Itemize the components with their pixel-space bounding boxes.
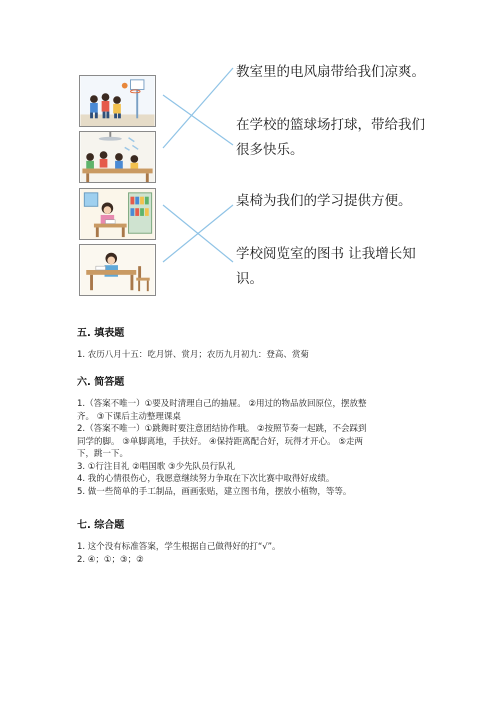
section-6-line-8: 5. 做一些简单的手工制品，画画张贴，建立图书角，摆放小植物，等等。 (77, 486, 352, 497)
statement-2-line-2: 很多快乐。 (236, 142, 304, 158)
section-7-line-2: 2. ④；①；③；② (77, 554, 144, 565)
section-7-answers (77, 541, 281, 566)
statement-2 (236, 113, 425, 163)
statement-3-line-1: 桌椅为我们的学习提供方便。 (236, 193, 412, 209)
section-6-line-6: 3. ①行注目礼 ②唱国歌 ③少先队员行队礼 (77, 461, 236, 472)
statement-4 (236, 242, 416, 292)
section-7-heading: 七. 综合题 (77, 520, 125, 531)
statement-4-line-1: 学校阅览室的图书 让我增长知 (236, 246, 416, 262)
classroom-fan-picture (79, 131, 156, 183)
section-5-answers (77, 349, 309, 362)
statement-2-line-1: 在学校的篮球场打球，带给我们 (236, 117, 425, 133)
match-line-2 (163, 68, 233, 148)
section-6-heading: 六. 简答题 (77, 377, 125, 388)
statement-4-line-2: 识。 (236, 271, 263, 287)
section-6-line-4: 同学的脚。 ③单脚离地，手扶好。 ④保持距离配合好，玩得才开心。 ⑤走两 (77, 436, 363, 447)
desk-chair-picture (79, 244, 156, 296)
basketball-picture (79, 75, 156, 127)
section-6-line-7: 4. 我的心情很伤心，我愿意继续努力争取在下次比赛中取得好成绩。 (77, 474, 335, 484)
statement-3 (236, 189, 412, 214)
section-6-line-3: 2.（答案不唯一）①跳舞时要注意团结协作哦。 ②按照节奏一起跳，不会踩到 (77, 424, 367, 434)
section-6-answers (77, 398, 367, 498)
section-5-heading: 五. 填表题 (77, 328, 125, 339)
statement-1 (236, 60, 425, 85)
match-line-4 (163, 205, 233, 262)
reading-room-picture (79, 188, 156, 240)
match-line-3 (163, 205, 233, 262)
section-6-line-2: 齐。 ③下课后主动整理课桌 (77, 411, 181, 422)
statement-1-line-1: 教室里的电风扇带给我们凉爽。 (236, 64, 425, 80)
section-7-line-1: 1. 这个没有标准答案，学生根据自己做得好的打“√”。 (77, 542, 281, 552)
section-6-line-5: 下，跳一下。 (77, 449, 129, 459)
section-5-line-1: 1. 农历八月十五：吃月饼、赏月；农历九月初九：登高、赏菊 (77, 350, 309, 360)
match-line-1 (163, 95, 233, 145)
section-6-line-1: 1.（答案不唯一）①要及时清理自己的抽屉。 ②用过的物品放回原位，摆放整 (77, 399, 367, 409)
